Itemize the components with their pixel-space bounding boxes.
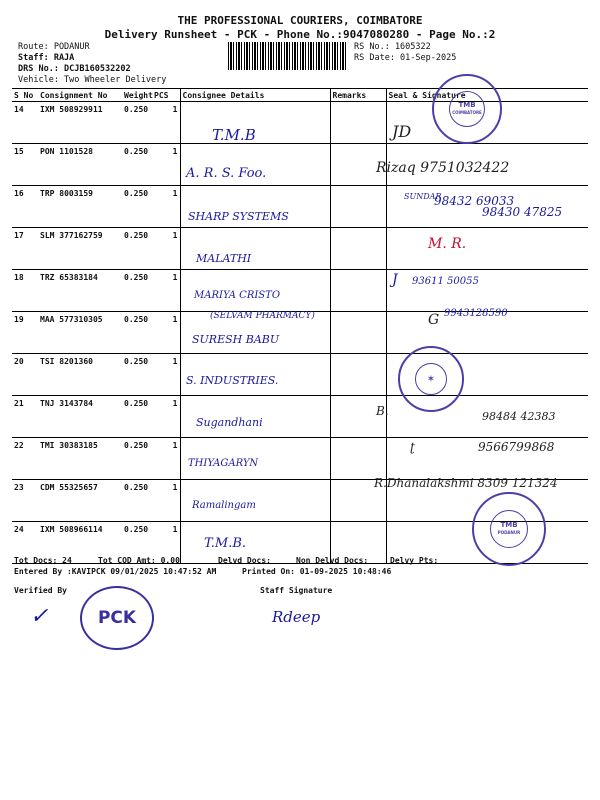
cell-consignment-no: IXM 508929911	[38, 102, 122, 144]
printed-on: Printed On: 01-09-2025 10:48:46	[242, 567, 392, 576]
vehicle-label: Vehicle: Two Wheeler Delivery	[18, 75, 167, 85]
cell-pcs: 1	[152, 186, 180, 228]
cell-remarks	[330, 186, 386, 228]
cell-weight: 0.250	[122, 396, 152, 438]
cell-pcs: 1	[152, 144, 180, 186]
table-header-row	[12, 89, 588, 102]
handwritten-consignee-14: T.M.B	[212, 126, 256, 144]
signature-19-phone: 9943128590	[444, 308, 508, 319]
delivered-docs: Delvd Docs:	[218, 556, 271, 565]
signature-21-mark: B.	[376, 404, 389, 418]
cell-consignment-no: TRP 8003159	[38, 186, 122, 228]
cell-pcs: 1	[152, 270, 180, 312]
handwritten-consignee-18: MARIYA CRISTO	[194, 290, 281, 301]
table-row	[12, 354, 588, 396]
handwritten-consignee-24: T.M.B.	[204, 536, 247, 551]
cell-sno: 14	[12, 102, 38, 144]
handwritten-consignee-20: S. INDUSTRIES.	[186, 374, 279, 387]
cell-sno: 23	[12, 480, 38, 522]
signature-16-name: SUNDAR	[404, 192, 442, 201]
cell-weight: 0.250	[122, 144, 152, 186]
cell-pcs: 1	[152, 438, 180, 480]
pck-stamp: PCK	[80, 586, 154, 650]
cell-weight: 0.250	[122, 480, 152, 522]
cell-remarks	[330, 270, 386, 312]
cell-consignment-no: MAA 577310305	[38, 312, 122, 354]
cell-consignment-no: TSI 8201360	[38, 354, 122, 396]
cell-sno: 21	[12, 396, 38, 438]
route-label: Route: PODANUR	[18, 42, 90, 52]
signature-18-phone: 93611 50055	[412, 276, 479, 287]
cell-sno: 17	[12, 228, 38, 270]
handwritten-consignee-19a: (SELVAM PHARMACY)	[210, 311, 315, 321]
cell-sno: 15	[12, 144, 38, 186]
staff-signature: Rdeep	[272, 608, 321, 626]
verified-by-label: Verified By	[14, 586, 67, 595]
cell-weight: 0.250	[122, 186, 152, 228]
cell-weight: 0.250	[122, 438, 152, 480]
cell-pcs: 1	[152, 102, 180, 144]
cell-consignment-no: PON 1101528	[38, 144, 122, 186]
signature-15: Rizaq 9751032422	[376, 160, 510, 176]
rs-date: RS Date: 01-Sep-2025	[354, 53, 457, 63]
signature-19-mark: G	[428, 312, 440, 328]
handwritten-consignee-15: A. R. S. Foo.	[186, 166, 267, 181]
signature-16-phone2: 98430 47825	[482, 205, 563, 219]
cell-consignment-no: TMI 30383185	[38, 438, 122, 480]
cell-sno: 19	[12, 312, 38, 354]
handwritten-consignee-23: Ramalingam	[192, 500, 256, 511]
signature-22-phone: 9566799868	[478, 440, 555, 454]
cell-sno: 20	[12, 354, 38, 396]
staff-label: Staff: RAJA	[18, 53, 75, 63]
col-header-consignee: Consignee Details	[180, 89, 330, 102]
signature-22-mark: ʈ	[410, 440, 415, 454]
cell-consignment-no: TNJ 3143784	[38, 396, 122, 438]
cell-remarks	[330, 312, 386, 354]
signature-16-phone1: 98432 69033	[434, 194, 515, 208]
handwritten-consignee-21: Sugandhani	[196, 416, 263, 429]
cell-consignment-no: CDM 55325657	[38, 480, 122, 522]
cell-weight: 0.250	[122, 354, 152, 396]
staff-signature-label: Staff Signature	[260, 586, 333, 595]
cell-sno: 22	[12, 438, 38, 480]
delivery-points: Delvy Pts:	[390, 556, 439, 565]
total-cod-amount: Tot COD Amt: 0.00	[98, 556, 180, 565]
col-header-pcs: PCS	[152, 89, 180, 102]
col-header-consignment: Consignment No	[38, 89, 122, 102]
cell-consignment-no: IXM 508966114	[38, 522, 122, 564]
cell-weight: 0.250	[122, 522, 152, 564]
cell-pcs: 1	[152, 396, 180, 438]
table-row	[12, 270, 588, 312]
cell-weight: 0.250	[122, 102, 152, 144]
col-header-sno: S No	[12, 89, 38, 102]
col-header-remarks: Remarks	[330, 89, 386, 102]
cell-pcs: 1	[152, 522, 180, 564]
bank-seal-stamp-bottom: TMB PODANUR	[472, 492, 546, 566]
cell-pcs: 1	[152, 480, 180, 522]
rs-number: RS No.: 1605322	[354, 42, 431, 52]
cell-remarks	[330, 102, 386, 144]
col-header-weight: Weight	[124, 90, 153, 100]
col-header-signature: Seal & Signature	[386, 89, 588, 102]
cell-consignment-no: SLM 377162759	[38, 228, 122, 270]
handwritten-consignee-16: SHARP SYSTEMS	[188, 210, 289, 223]
bank-seal-stamp-top: TMB COIMBATORE	[432, 74, 502, 144]
signature-14: JD	[392, 122, 412, 141]
cell-weight: 0.250	[122, 228, 152, 270]
signature-17: M. R.	[428, 236, 467, 252]
cell-weight: 0.250	[122, 312, 152, 354]
cell-consignment-no: TRZ 65383184	[38, 270, 122, 312]
cell-pcs: 1	[152, 312, 180, 354]
creations-seal-stamp: ✶	[398, 346, 464, 412]
total-docs: Tot Docs: 24	[14, 556, 72, 565]
entered-by: Entered By :KAVIPCK 09/01/2025 10:47:52 AM	[14, 567, 217, 576]
cell-sno: 18	[12, 270, 38, 312]
table-row	[12, 228, 588, 270]
drs-label: DRS No.: DCJB160532202	[18, 64, 131, 74]
cell-pcs: 1	[152, 228, 180, 270]
barcode	[228, 42, 348, 70]
handwritten-consignee-22: THIYAGARYN	[188, 458, 259, 469]
cell-remarks	[330, 438, 386, 480]
signature-21-phone: 98484 42383	[482, 410, 556, 423]
cell-sno: 24	[12, 522, 38, 564]
signature-23: R.Dhanalakshmi 8309 121324	[374, 476, 558, 490]
cell-weight: 0.250	[122, 270, 152, 312]
handwritten-consignee-19b: SURESH BABU	[192, 333, 280, 346]
cell-pcs: 1	[152, 354, 180, 396]
handwritten-consignee-17: MALATHI	[196, 252, 252, 265]
cell-remarks	[330, 354, 386, 396]
company-title: THE PROFESSIONAL COURIERS, COIMBATORE	[177, 14, 423, 27]
signature-18-mark: J	[392, 272, 398, 288]
cell-sno: 16	[12, 186, 38, 228]
non-delivered-docs: Non Delvd Docs:	[296, 556, 369, 565]
cell-remarks	[330, 228, 386, 270]
runsheet-subtitle: Delivery Runsheet - PCK - Phone No.:9047080280 - Page No.:2	[104, 28, 496, 41]
cell-signature	[386, 228, 588, 270]
verified-signature: ✓	[30, 604, 49, 629]
